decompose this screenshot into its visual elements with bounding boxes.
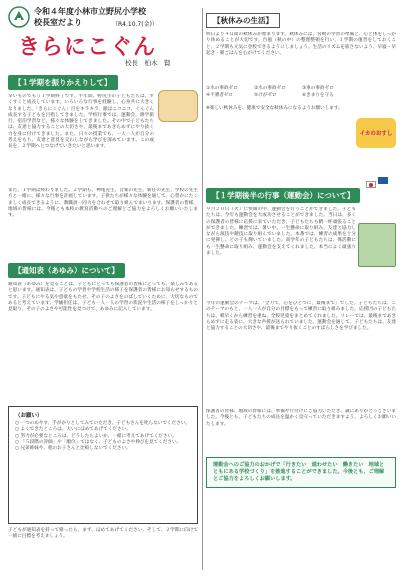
newsletter-line: 校長室だより [34,18,82,27]
request-item: ○ 兄弟姉妹や、他のお子さんと比較しないでください。 [15,446,131,452]
request-box-title: （お願い） [15,413,43,419]
section-title: 【１学期後半の行事（運動会）について】 [206,188,360,203]
issue-date: （R4.10.7(金)） [112,21,158,28]
section-body: 早いものでもう１学期終了です。半年間、野尻小の子どもたちは、すくすくと成長しています。いろいろな行事を経験し、心身共に大きくなりました。「きらにこぐん」目をキラキラ、顔はニコニコ、ぐんぐん成長する子どもを目指してきました。学校行事では、運動会、修学旅行、宿泊学習など、様々な体験をしてきました。その中で子どもたちは、友達と協力することの大切さや、最後まであきらめずにやり抜く力を身に付けてきました。また、日々の授業でも、一人一人が自分の考えをもち、友達と意見を交わしながら学びを深めています。この成長を、２学期へとつなげていきたいと思います。 [8,94,154,150]
section-autumn-break [206,8,396,137]
section-body-2: 今年の運動会のテーマは、「全力で、心をひとつに、最後まで」でした。子どもたちは、このテーマのもと、一人一人が自分の目標をもって練習に取り組みました。応援団の子どもたちは、朝早くから練習を重ね、全校児童をまとめてくれました。リレーでは、最後まであきらめずに走る姿に、大きな声援が送られていました。運動会を通して、子どもたちは、友達と協力することの大切さや、最後までやり抜くことのすばらしさを学びました。 [206,301,396,332]
section-report-card [8,258,198,541]
newsletter-title: きらにこぐん [18,35,157,60]
flags-icon [366,177,396,191]
section-body-2: また、１学期は終わりました。２学期も、神尾先生、音楽の先生、新任の先生、学校の先生方と一緒に、様々な行事を計画しています。子供たちが様々な体験を通して、心豊かにたくましく成長できるように、教職員一同力を合わせて取り組んでまいります。保護者の皆様、地域の皆様には、今後とも本校の教育活動へのご理解とご協力をよろしくお願いいたします。 [8,188,198,219]
safety-caption: ※楽しい秋休みを、健康で安全な秋休みになるようお願いします。 [206,105,343,111]
closing-text: 運動会へのご協力のおかげで「行きたい 通わせたい 働きたい 地域とともにある学校づくり」を推進することができました。今後とも、ご理解とご協力をよろしくお願いします。 [213,462,385,482]
safety-item: ②水の事故ゼロ [254,86,286,91]
safety-item: ⑤けがゼロ [254,93,277,99]
sports-day-photo [358,223,396,267]
students-illustration [158,90,198,122]
section-title: 【通知表（あゆみ）について】 [8,263,125,278]
school-line: 令和４年度小林市立野尻小学校 [34,7,146,16]
request-item: ○ 努力が必要なところは、どうしたらよいか、一緒に考えてあげてください。 [15,433,177,439]
section-title: 【秋休みの生活】 [206,13,280,28]
request-item: ○ 「５段階の評価」や「順位」ではなく、子どものよさや伸びを見てください。 [15,439,182,445]
safety-item: ①水の事故ゼロ [206,86,238,91]
section-term-reflection [8,70,198,250]
request-list [15,421,191,452]
section-body-3: 保護者の皆様、地域の皆様には、準備や片付けにご協力いただき、誠にありがとうございました。今後とも、子どもたちの成長を温かく見守っていただきますよう、よろしくお願いいたします。 [206,409,396,427]
school-logo-icon [8,6,30,28]
section-body: 通知表（あゆみ）を見ることは、子どもにとっても保護者の皆様にとっても、楽しみであると思います。通知表は、子どもの学習や学校生活の様子を保護者の皆様にお知らせするものです。子どもにやる気や意欲をもたせ、その子のよさをのばしていくために、大切なものであると考えています。学級担任は、子ども一人一人の学習の状況や生活の様子をしっかりと見取り、その子のよさや可能性を見つけて、あゆみに記入しています。 [8,282,198,313]
request-box [8,406,198,524]
request-item: ○ よくできたところは、大いにほめてあげてください。 [15,427,131,433]
section-sports-day [206,183,396,488]
safety-list [206,86,346,100]
section-body: ９月２０日（火）に快晴の中、運動会を行うことができました。子どもたちは、今年も運動会を大成功させることができました。当日は、多くの保護者の皆様に応援に来ていただき、子どもたちも精一杯頑張ることができました。練習では、暑い中、一生懸命に取り組み、友達と協力しながら演技や競技に取り組んでいました。本番では、練習の成果を十分に発揮し、どの子も輝いていました。高学年の子どもたちは、係活動にも一生懸命に取り組み、運動会を支えてくれました。本当によく頑張りました。 [206,207,356,257]
ika-no-osushi-badge: イカのおすし [356,118,396,148]
section-title: 【１学期を振りかえりして】 [8,75,118,90]
safety-item: ③車の事故ゼロ [302,86,334,91]
safety-item: ⑥きまりを守る [302,93,334,99]
request-item: ○ 一つのめやす、手がかりとしてみていただき、子どもさんを叱らないでください。 [15,421,190,426]
column-divider [202,8,203,570]
principal-name: 校長 柏木 賢 [125,59,171,67]
section-footer: 子どもが通知表を持って帰ったら、まず、ほめてあげてください。そして、２学期に向けて一緒に目標を考えましょう。 [8,528,198,540]
safety-item: ④不審者ゼロ [206,93,234,99]
closing-note [206,457,396,488]
section-body: 明日より４日間の秋休みが始まります。秋休みには、宮崎の学習の準備と、心と体をしっかり休めることが大切です。台風（秋の中）の整理整頓を行い、１学期の復習をしておくこと、２学期も元気に登校できるようにしましょう。生活のリズムを崩さないよう、早寝・早起き・朝ごはんを心がけてください。 [206,32,396,56]
